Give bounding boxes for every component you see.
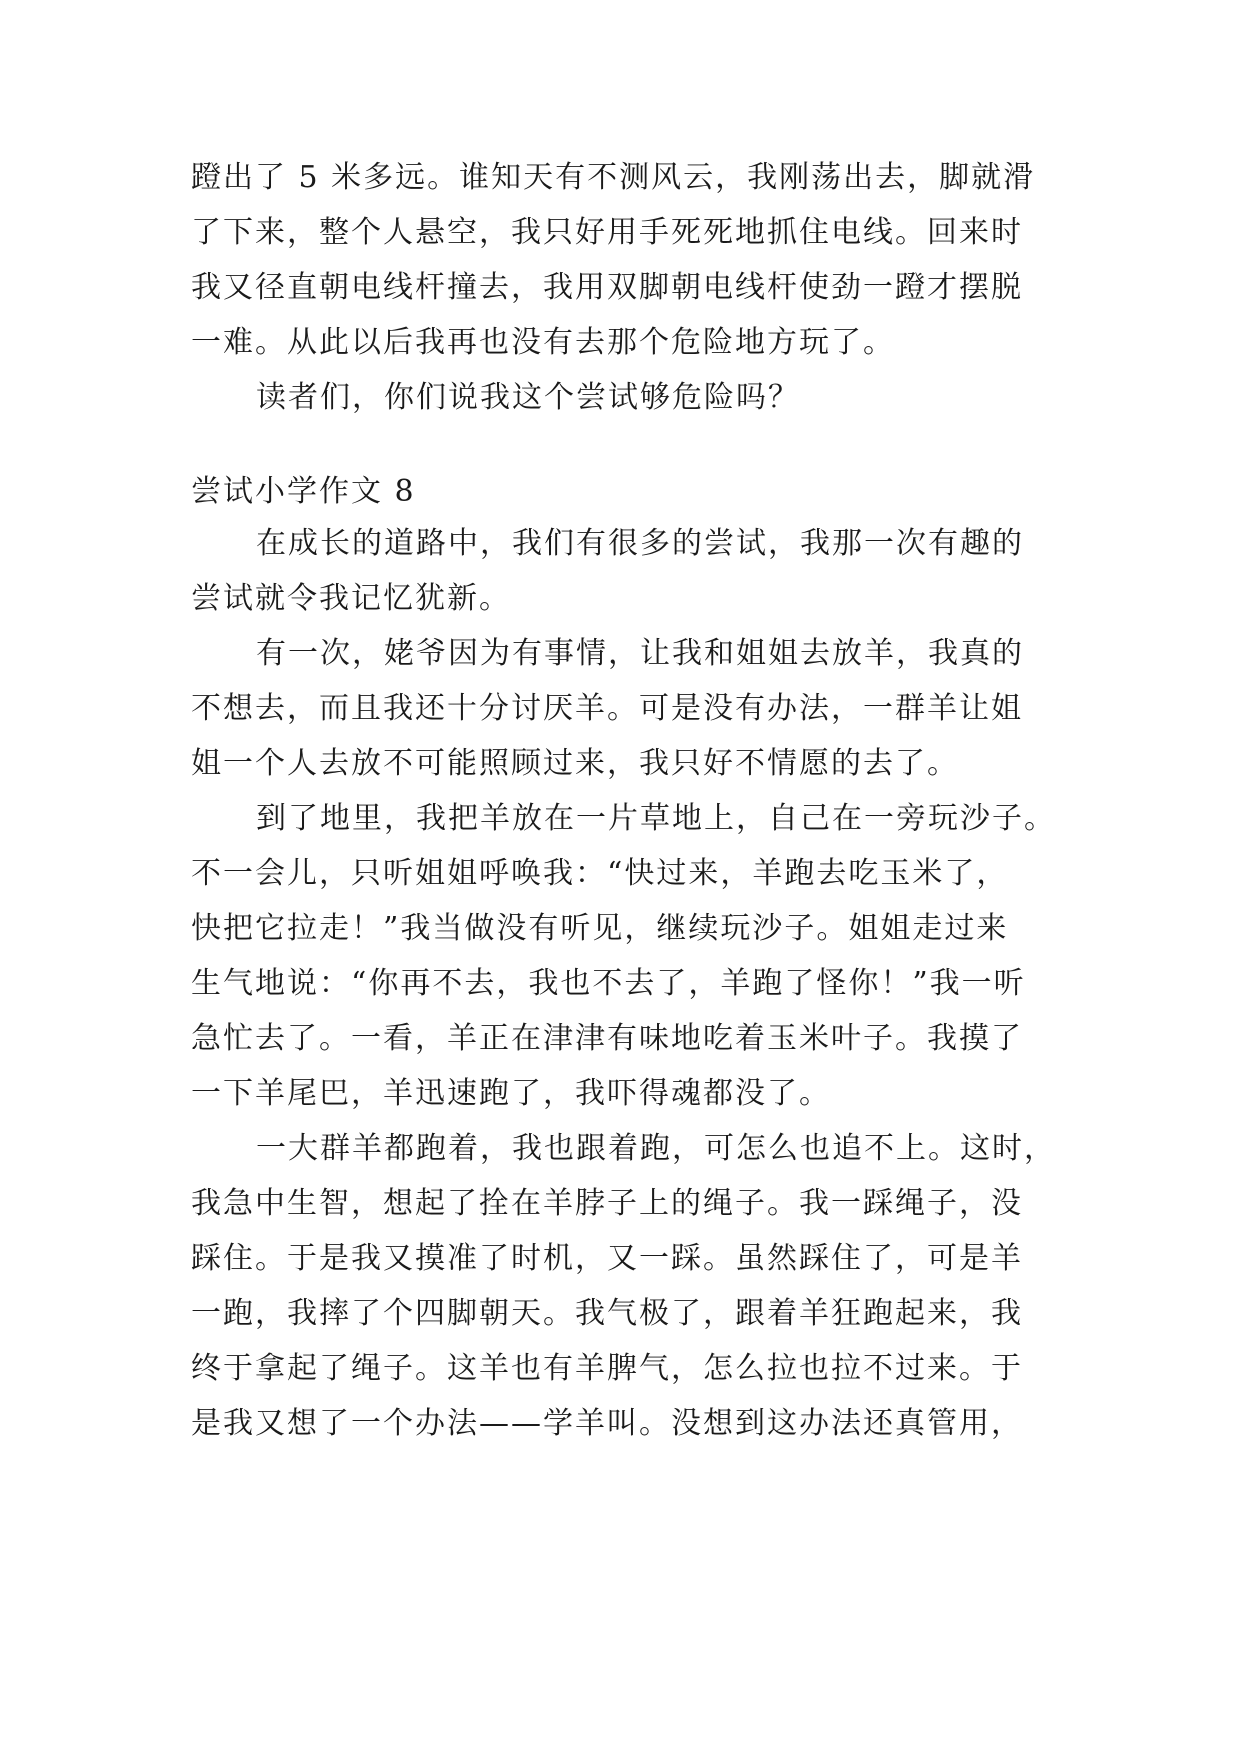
paragraph-line: 不想去，而且我还十分讨厌羊。可是没有办法，一群羊让姐 (191, 691, 1023, 726)
paragraph-line: 姐一个人去放不可能照顾过来，我只好不情愿的去了。 (191, 746, 959, 781)
paragraph-line: 了下来，整个人悬空，我只好用手死死地抓住电线。回来时 (191, 215, 1023, 250)
paragraph-line: 在成长的道路中，我们有很多的尝试，我那一次有趣的 (256, 526, 1024, 561)
paragraph-line: 到了地里，我把羊放在一片草地上，自己在一旁玩沙子。 (256, 801, 1056, 836)
paragraph-line: 我急中生智，想起了拴在羊脖子上的绳子。我一踩绳子，没 (191, 1186, 1023, 1221)
paragraph-line: 一下羊尾巴，羊迅速跑了，我吓得魂都没了。 (191, 1076, 831, 1111)
paragraph-line: 一跑，我摔了个四脚朝天。我气极了，跟着羊狂跑起来，我 (191, 1296, 1023, 1331)
paragraph-line: 有一次，姥爷因为有事情，让我和姐姐去放羊，我真的 (256, 636, 1024, 671)
paragraph-line: 我又径直朝电线杆撞去，我用双脚朝电线杆使劲一蹬才摆脱 (191, 270, 1023, 305)
paragraph-line: 终于拿起了绳子。这羊也有羊脾气，怎么拉也拉不过来。于 (191, 1351, 1023, 1386)
paragraph-line: 尝试就令我记忆犹新。 (191, 581, 511, 616)
paragraph-line: 不一会儿，只听姐姐呼唤我：“快过来，羊跑去吃玉米了， (191, 856, 1009, 891)
paragraph-line: 一大群羊都跑着，我也跟着跑，可怎么也追不上。这时， (256, 1131, 1056, 1166)
paragraph-line: 蹬出了 5 米多远。谁知天有不测风云，我刚荡出去，脚就滑 (191, 160, 1036, 195)
paragraph-line: 一难。从此以后我再也没有去那个危险地方玩了。 (191, 325, 895, 360)
paragraph-line: 生气地说：“你再不去，我也不去了，羊跑了怪你！”我一听 (191, 966, 1026, 1001)
paragraph-line: 快把它拉走！”我当做没有听见，继续玩沙子。姐姐走过来 (191, 911, 1009, 946)
section-heading: 尝试小学作文 8 (191, 474, 416, 509)
paragraph-line: 是我又想了一个办法——学羊叫。没想到这办法还真管用， (191, 1406, 1023, 1441)
paragraph-line: 急忙去了。一看，羊正在津津有味地吃着玉米叶子。我摸了 (191, 1021, 1023, 1056)
paragraph-line: 读者们，你们说我这个尝试够危险吗？ (256, 380, 800, 415)
paragraph-line: 踩住。于是我又摸准了时机，又一踩。虽然踩住了，可是羊 (191, 1241, 1023, 1276)
